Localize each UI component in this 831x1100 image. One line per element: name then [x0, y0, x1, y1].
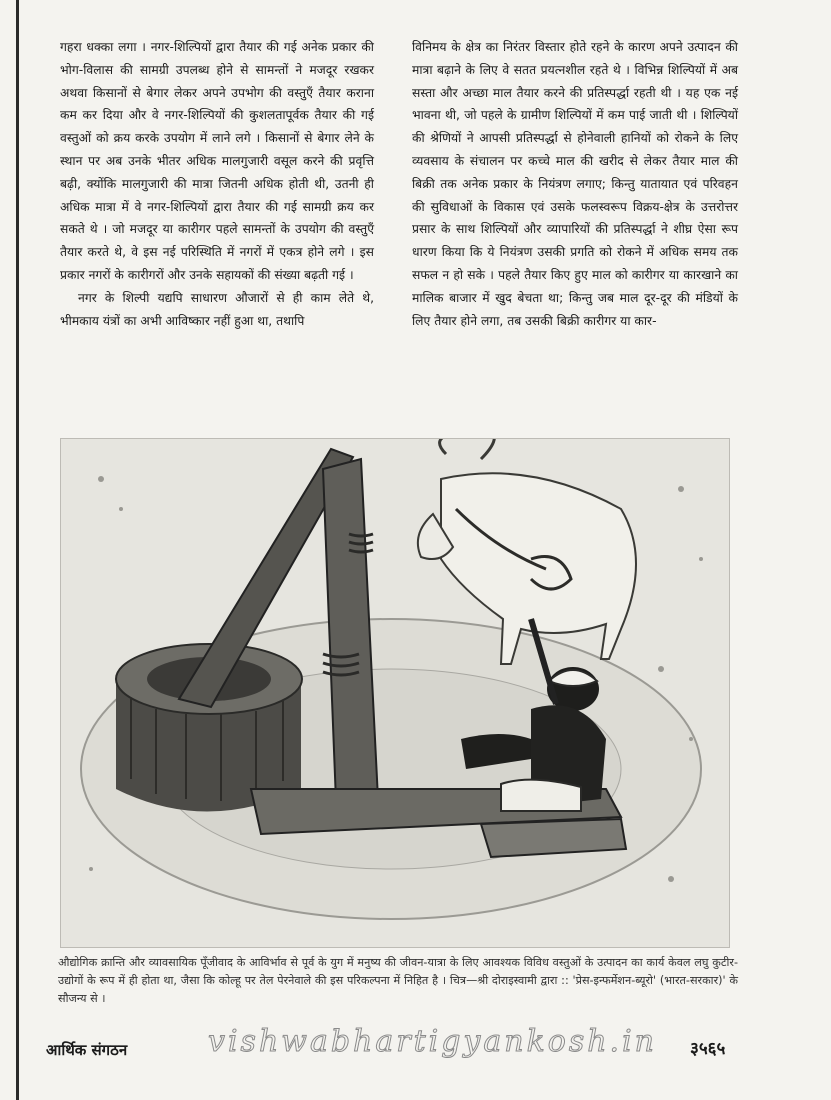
watermark-url: vishwabhartigyankosh.in — [208, 1024, 657, 1059]
right-text-column — [412, 36, 738, 332]
oil-press-drawing — [61, 439, 729, 947]
left-paragraph-2: नगर के शिल्पी यद्यपि साधारण औजारों से ही काम लेते थे, भीमकाय यंत्रों का अभी आविष्कार नहीं हुआ था, तथापि — [60, 290, 374, 328]
page-number: ३५६५ — [690, 1039, 726, 1059]
left-text-column — [60, 36, 374, 332]
right-paragraph-1: विनिमय के क्षेत्र का निरंतर विस्तार होते रहने के कारण अपने उत्पादन की मात्रा बढ़ाने के लिए वे सतत प्रयत्नशील रहते थे । विभिन्न शिल्पियों में अब सस्ता और अच्छा माल तैयार करने की प्रतिस्पर्द्धा रहती थी । यह एक नई भावना थी, जो पहले के ग्रामीण शिल्पियों में कम पाई जाती थी । शिल्पियों की श्रेणियों ने आपसी प्रतिस्पर्द्धा से होनेवाली हानियों को रोकने के लिए व्यवसाय के संचालन पर कच्चे माल की खरीद से लेकर तैयार माल की बिक्री तक अनेक प्रकार के नियंत्रण लगाए; किन्तु यातायात एवं परिवहन की सुविधाओं के विकास एवं उसके फलस्वरूप विक्रय-क्षेत्र के उत्तरोत्तर प्रसार के साथ शिल्पियों और व्यापारियों की प्रतिस्पर्द्धा ने शीघ्र ऐसा रूप धारण किया कि ये नियंत्रण उसकी प्रगति को रोकने में अधिक समय तक सफल न हो सके । पहले तैयार किए हुए माल को कारीगर या कारखाने का मालिक बाजार में खुद बेचता था; किन्तु जब माल दूर-दूर की मंडियों के लिए तैयार होने लगा, तब उसकी बिक्री कारीगर या कार- — [412, 40, 738, 328]
page-binding-edge — [16, 0, 19, 1100]
oil-press-illustration — [60, 438, 730, 948]
left-paragraph-1: गहरा धक्का लगा । नगर-शिल्पियों द्वारा तैयार की गई अनेक प्रकार की भोग-विलास की सामग्री उपलब्ध होने से सामन्तों ने मजदूर रखकर अथवा किसानों से बेगार लेकर अपने उपभोग की वस्तुएँ तैयार कराना कम कर दिया और वे नगर-शिल्पियों की कुशलतापूर्वक तैयार की गई वस्तुओं को क्रय करके उपयोग में लाने लगे । किसानों से बेगार लेने के स्थान पर अब उनके भीतर अधिक मालगुजारी वसूल करने की प्रवृत्ति बढ़ी, क्योंकि मालगुजारी की मात्रा जितनी अधिक होती थी, उतनी ही अधिक मात्रा में वे नगर-शिल्पियों द्वारा तैयार की गई सामग्री क्रय कर सकते थे । जो मजदूर या कारीगर पहले सामन्तों के उपयोग की वस्तुएँ तैयार करते थे, वे इस नई परिस्थिति में नगरों में एकत्र होने लगे । इस प्रकार नगरों के कारीगरों और उनके सहायकों की संख्या बढ़ती गई । — [60, 40, 374, 282]
running-footer-title: आर्थिक संगठन — [46, 1041, 128, 1059]
figure-caption: औद्योगिक क्रान्ति और व्यावसायिक पूँजीवाद के आविर्भाव से पूर्व के युग में मनुष्य की जीवन-यात्रा के लिए आवश्यक विविध वस्तुओं के उत्पादन का कार्य केवल लघु कुटीर-उद्योगों के रूप में ही होता था, जैसा कि कोल्हू पर तेल पेरनेवाले की इस परिकल्पना में निहित है । चित्र—श्री दोराइस्वामी द्वारा :: 'प्रेस-इन्फर्मेशन-ब्यूरो' (भारत-सरकार)' के सौजन्य से । — [58, 956, 738, 1005]
